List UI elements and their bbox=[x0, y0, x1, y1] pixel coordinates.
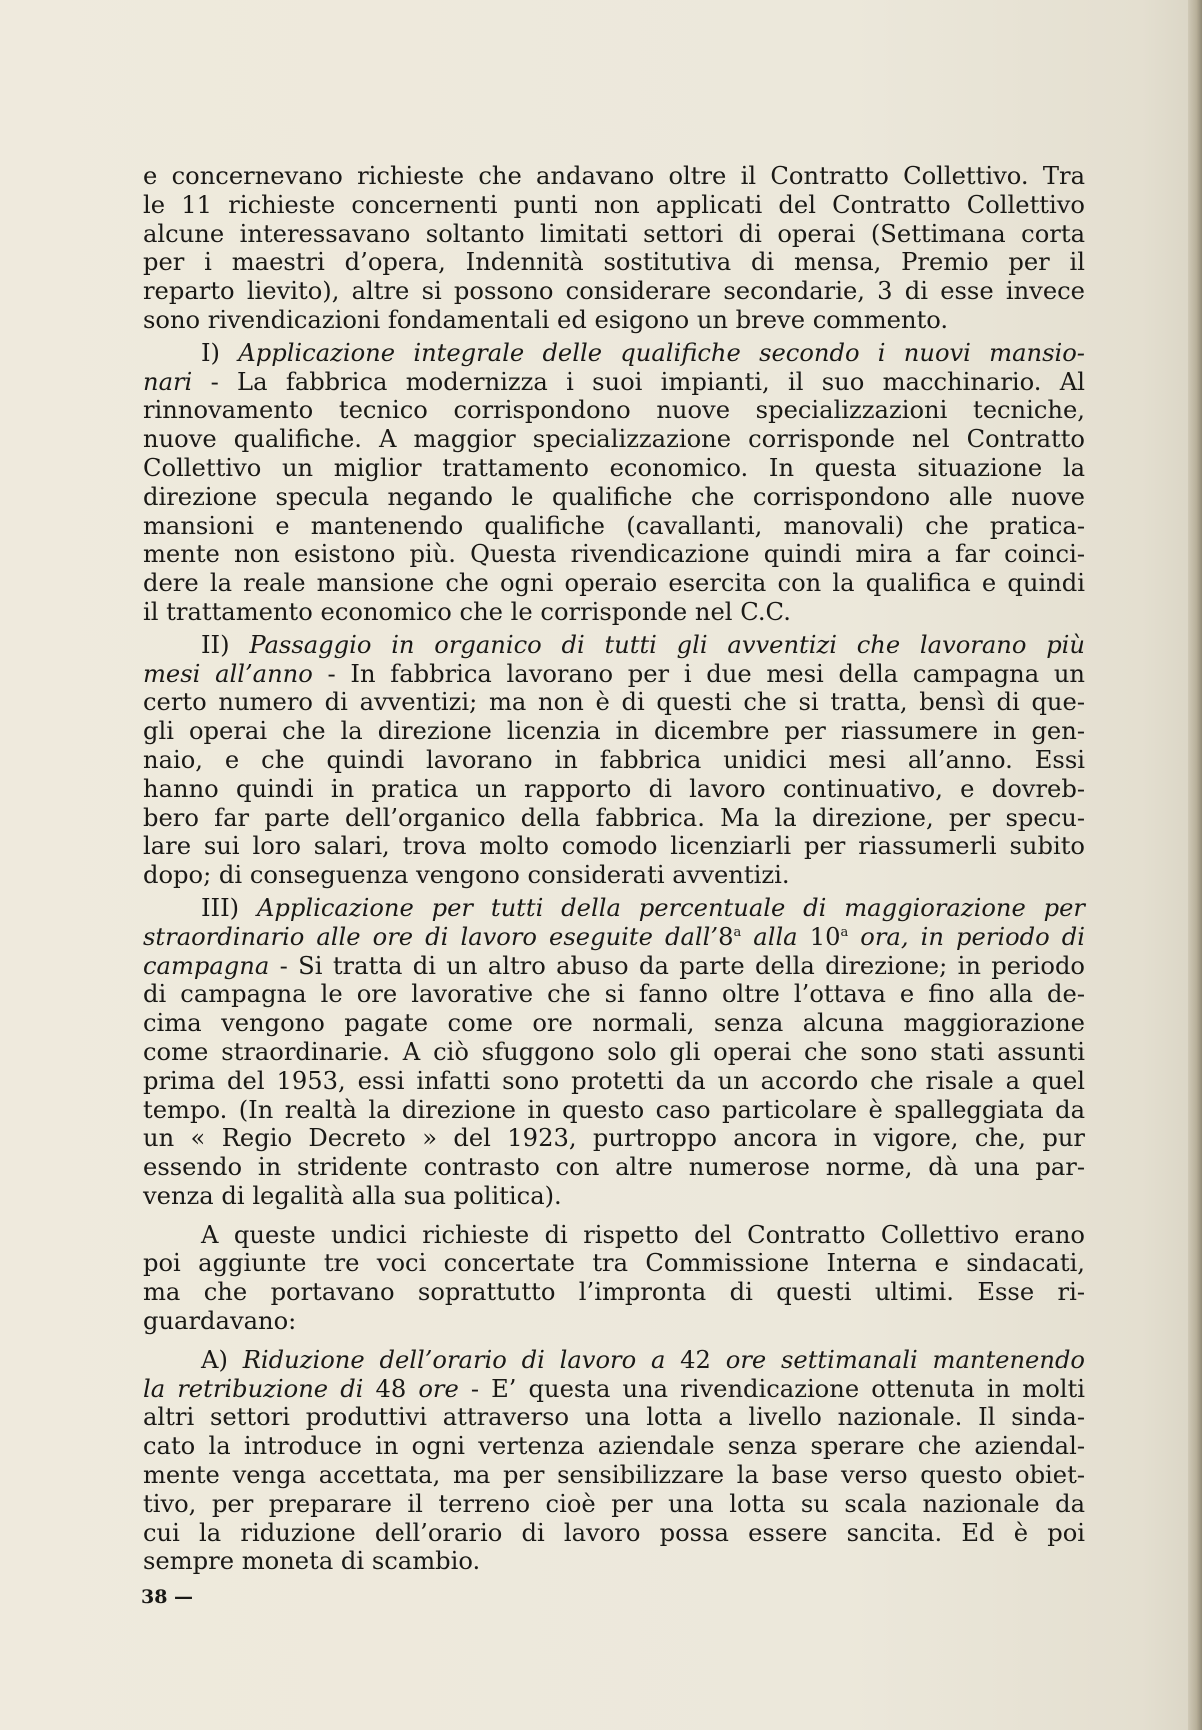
paragraph-additional bbox=[143, 1221, 1085, 1336]
text-line: nari - La fabbrica modernizza i suoi impianti, il suo macchinario. Al bbox=[143, 367, 1085, 396]
item-title: Applicazione per tutti della percentuale di maggiorazione per bbox=[256, 893, 1085, 922]
text-line: ma che portavano soprattutto l’impronta di questi ultimi. Esse ri- bbox=[143, 1278, 1085, 1307]
text-line: guardavano: bbox=[143, 1307, 297, 1336]
page-number: 38 — bbox=[141, 1586, 194, 1608]
text-line: e concernevano richieste che andavano oltre il Contratto Collettivo. Tra bbox=[143, 162, 1085, 190]
item-number: I) bbox=[201, 338, 220, 367]
text-line: straordinario alle ore di lavoro eseguite dall’8$^a$ alla 10$^a$ ora, in periodo di bbox=[143, 922, 1085, 951]
text-line: altri settori produttivi attraverso una lotta a livello nazionale. Il sinda- bbox=[143, 1403, 1085, 1432]
text-line: gli operai che la direzione licenzia in dicembre per riassumere in gen- bbox=[143, 717, 1085, 746]
text-line: mente non esistono più. Questa rivendicazione quindi mira a far coinci- bbox=[143, 540, 1085, 569]
body-text bbox=[143, 162, 1085, 1576]
paragraph-item-2 bbox=[143, 631, 1085, 890]
text-line: come straordinarie. A ciò sfuggono solo gli operai che sono stati assunti bbox=[143, 1037, 1085, 1066]
text-line: sempre moneta di scambio. bbox=[143, 1547, 481, 1576]
text-line bbox=[143, 339, 1085, 368]
text-line: essendo in stridente contrasto con altre numerose norme, dà una par- bbox=[143, 1153, 1085, 1182]
text-line: reparto lievito), altre si possono considerare secondarie, 3 di esse invece bbox=[143, 277, 1085, 306]
text-line: venza di legalità alla sua politica). bbox=[143, 1181, 562, 1210]
text-line: nuove qualifiche. A maggior specializzazione corrisponde nel Contratto bbox=[143, 425, 1085, 454]
text-line: mesi all’anno - In fabbrica lavorano per i due mesi della campagna un bbox=[143, 659, 1085, 688]
page-edge bbox=[1188, 0, 1202, 1730]
item-number: A) bbox=[201, 1345, 228, 1374]
text-line bbox=[143, 894, 1085, 923]
text-line: tempo. (In realtà la direzione in questo caso particolare è spalleggiata da bbox=[143, 1095, 1085, 1124]
text-line: il trattamento economico che le corrisponde nel C.C. bbox=[143, 597, 791, 626]
text-line: A) Riduzione dell’orario di lavoro a 42 ore settimanali mantenendo bbox=[201, 1345, 1085, 1374]
item-number: II) bbox=[201, 630, 230, 659]
paragraph-item-a bbox=[143, 1346, 1085, 1576]
text-line: prima del 1953, essi infatti sono protetti da un accordo che risale a quel bbox=[143, 1066, 1085, 1095]
text-line: un « Regio Decreto » del 1923, purtroppo ancora in vigore, che, pur bbox=[143, 1124, 1085, 1153]
paragraph-item-1 bbox=[143, 339, 1085, 627]
item-title: campagna bbox=[143, 951, 270, 980]
text-line: cato la introduce in ogni vertenza aziendale senza sperare che aziendal- bbox=[143, 1432, 1085, 1461]
text-line: la retribuzione di 48 ore - E’ questa una rivendicazione ottenuta in molti bbox=[143, 1374, 1085, 1403]
text-line: campagna - Si tratta di un altro abuso da parte della direzione; in periodo bbox=[143, 951, 1085, 980]
text-line: rinnovamento tecnico corrispondono nuove specializzazioni tecniche, bbox=[143, 396, 1085, 425]
paragraph-item-3 bbox=[143, 894, 1085, 1211]
text-line: poi aggiunte tre voci concertate tra Commissione Interna e sindacati, bbox=[143, 1249, 1085, 1278]
text-line: tivo, per preparare il terreno cioè per una lotta su scala nazionale da bbox=[143, 1489, 1085, 1518]
text-line: A queste undici richieste di rispetto del Contratto Collettivo erano bbox=[201, 1220, 1085, 1249]
text-line: alcune interessavano soltanto limitati settori di operai (Settimana corta bbox=[143, 219, 1085, 248]
text-line: hanno quindi in pratica un rapporto di lavoro continuativo, e dovreb- bbox=[143, 774, 1085, 803]
text-line: cima vengono pagate come ore normali, senza alcuna maggiorazione bbox=[143, 1009, 1085, 1038]
text-line: le 11 richieste concernenti punti non applicati del Contratto Collettivo bbox=[143, 190, 1085, 219]
text-line: naio, e che quindi lavorano in fabbrica unidici mesi all’anno. Essi bbox=[143, 745, 1085, 774]
text-line: dopo; di conseguenza vengono considerati avventizi. bbox=[143, 861, 790, 890]
text-line: per i maestri d’opera, Indennità sostitutiva di mensa, Premio per il bbox=[143, 248, 1085, 277]
text-line: sono rivendicazioni fondamentali ed esigono un breve commento. bbox=[143, 305, 949, 334]
text-line: mansioni e mantenendo qualifiche (cavallanti, manovali) che pratica- bbox=[143, 511, 1085, 540]
text-line: lare sui loro salari, trova molto comodo licenziarli per riassumerli subito bbox=[143, 832, 1085, 861]
text-line: certo numero di avventizi; ma non è di questi che si tratta, bensì di que- bbox=[143, 688, 1085, 717]
item-title: nari bbox=[143, 367, 193, 396]
item-title: Passaggio in organico di tutti gli avventizi che lavorano più bbox=[249, 630, 1085, 659]
item-number: III) bbox=[201, 893, 240, 922]
item-title: mesi all’anno bbox=[143, 659, 313, 688]
text-line: mente venga accettata, ma per sensibilizzare la base verso questo obiet- bbox=[143, 1461, 1085, 1490]
text-line bbox=[143, 631, 1085, 660]
paragraph-intro bbox=[143, 162, 1085, 335]
text-line: direzione specula negando le qualifiche che corrispondono alle nuove bbox=[143, 482, 1085, 511]
text-line: di campagna le ore lavorative che si fanno oltre l’ottava e fino alla de- bbox=[143, 980, 1085, 1009]
text-line: cui la riduzione dell’orario di lavoro possa essere sancita. Ed è poi bbox=[143, 1518, 1085, 1547]
text-line: Collettivo un miglior trattamento economico. In questa situazione la bbox=[143, 453, 1085, 482]
text-line: bero far parte dell’organico della fabbrica. Ma la direzione, per specu- bbox=[143, 803, 1085, 832]
item-title: Applicazione integrale delle qualifiche secondo i nuovi mansio- bbox=[238, 338, 1085, 367]
text-line: dere la reale mansione che ogni operaio esercita con la qualifica e quindi bbox=[143, 569, 1085, 598]
